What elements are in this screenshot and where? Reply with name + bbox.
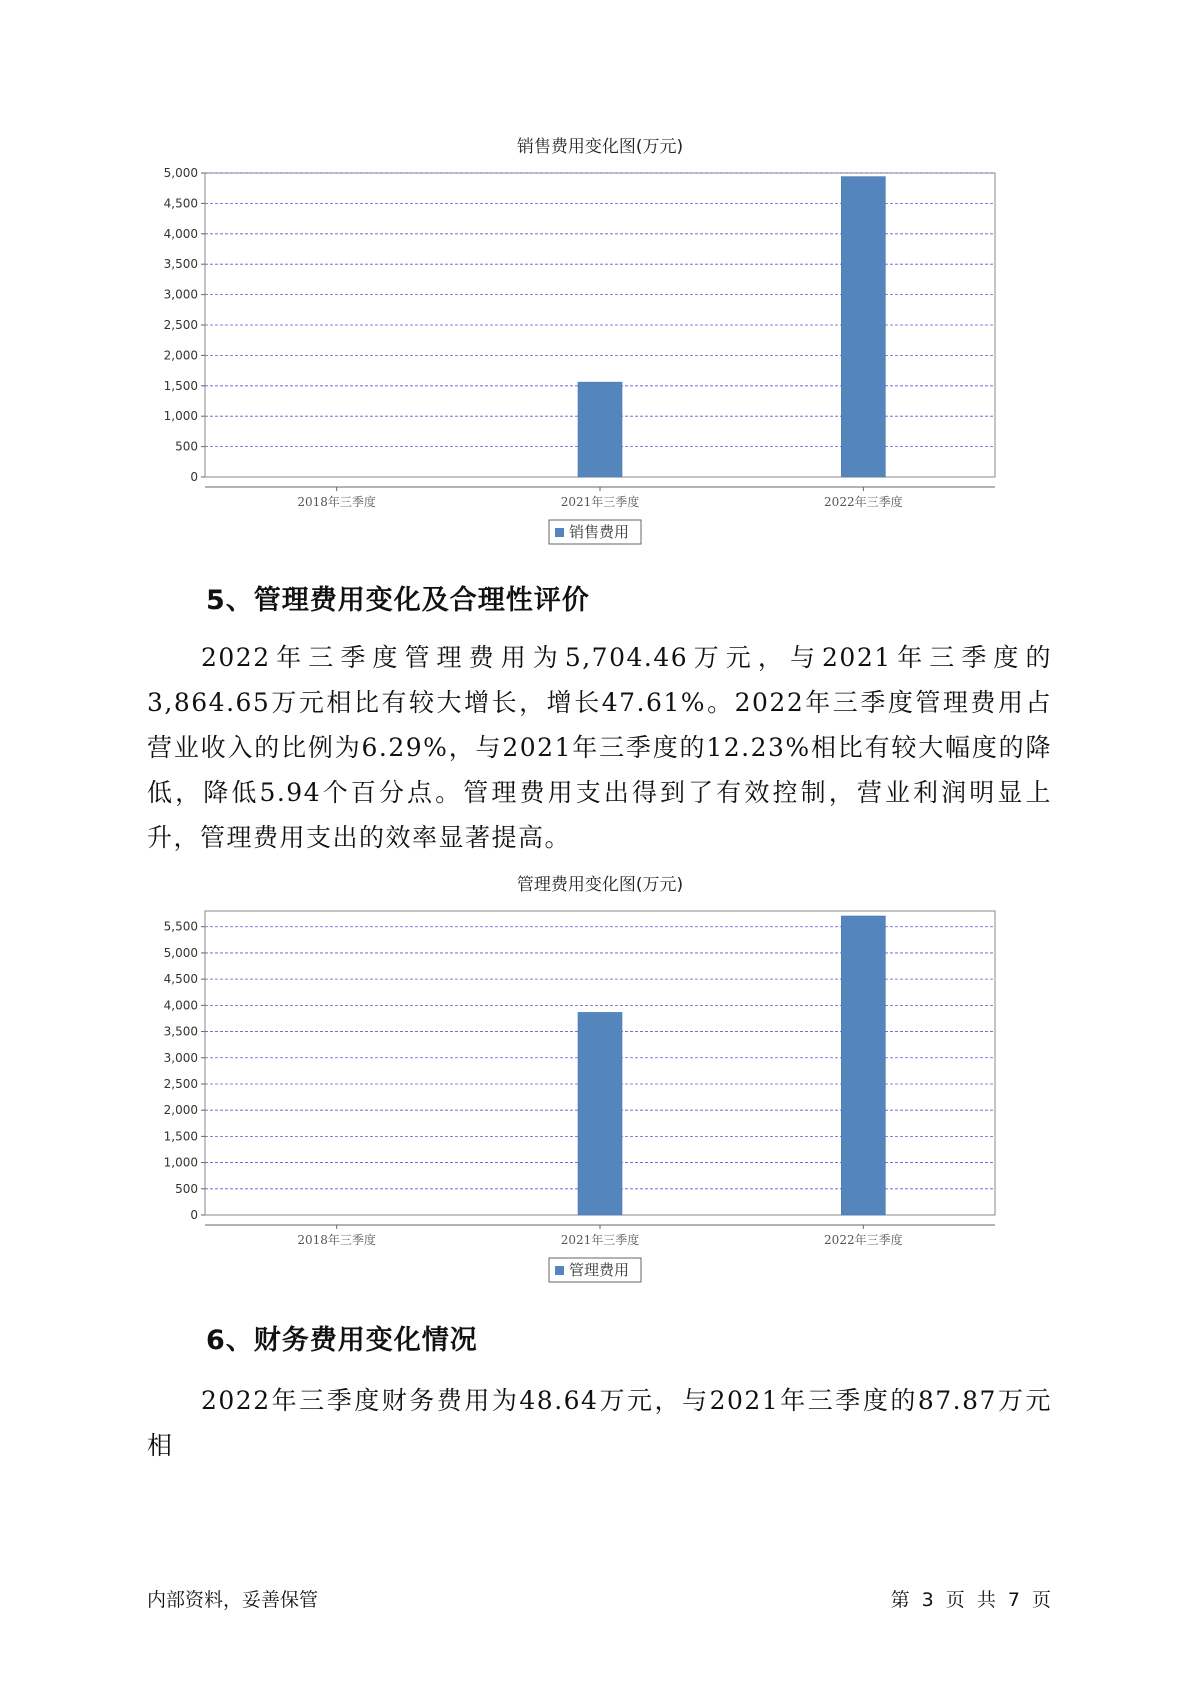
footer-confidential-note: 内部资料，妥善保管	[147, 1589, 319, 1611]
chart-title: 管理费用变化图(万元)	[516, 875, 684, 895]
x-tick-label: 2021年三季度	[560, 495, 640, 509]
bar	[841, 916, 885, 1215]
y-tick-label: 4,000	[163, 226, 198, 241]
y-tick-label: 500	[175, 439, 198, 454]
legend-label: 管理费用	[569, 1261, 630, 1279]
admin-expense-chart	[140, 868, 1040, 1288]
bar	[578, 1012, 622, 1215]
y-tick-label: 5,500	[163, 919, 198, 934]
section-5-heading: 5、管理费用变化及合理性评价	[206, 585, 590, 616]
y-tick-label: 0	[190, 470, 198, 484]
bar	[841, 177, 885, 477]
footer-page-number: 第 3 页 共 7 页	[890, 1589, 1051, 1611]
y-tick-label: 1,500	[163, 1129, 198, 1144]
sales-expense-chart	[140, 130, 1040, 550]
y-tick-label: 4,500	[163, 196, 198, 211]
sales-expense-chart-svg	[140, 130, 1040, 550]
x-tick-label: 2018年三季度	[297, 1233, 376, 1247]
y-tick-label: 1,000	[163, 409, 198, 424]
y-tick-label: 0	[190, 1208, 198, 1222]
y-tick-label: 5,000	[163, 945, 198, 960]
y-tick-label: 2,500	[163, 318, 198, 332]
section-6-heading: 6、财务费用变化情况	[206, 1325, 478, 1356]
y-tick-label: 3,500	[163, 257, 198, 272]
admin-expense-chart-svg	[140, 868, 1040, 1288]
y-tick-label: 1,000	[163, 1155, 198, 1170]
legend-label: 销售费用	[569, 523, 630, 541]
y-tick-label: 500	[175, 1181, 198, 1196]
section-6-paragraph: 2022年三季度财务费用为48.64万元，与2021年三季度的87.87万元相	[147, 1386, 1052, 1460]
y-tick-label: 4,000	[163, 998, 198, 1013]
y-tick-label: 2,500	[163, 1076, 198, 1091]
y-tick-label: 3,000	[163, 287, 198, 302]
y-tick-label: 2,000	[163, 348, 198, 363]
bar	[578, 382, 622, 477]
section-5-paragraph: 2022年三季度管理费用为5,704.46万元，与2021年三季度的3,864.65万元相比有较大增长，增长47.61%。2022年三季度管理费用占营业收入的比例为6.29%，与2021年三季度的12.23%相比有较大幅度的降低，降低5.94个百分点。管理费用支出得到了有效控制，营业利润明显上升，管理费用支出的效率显著提高。	[147, 643, 1052, 852]
x-tick-label: 2022年三季度	[824, 495, 903, 509]
x-tick-label: 2021年三季度	[560, 1233, 640, 1247]
legend-swatch	[555, 528, 564, 537]
x-tick-label: 2018年三季度	[297, 495, 376, 509]
y-tick-label: 3,000	[163, 1050, 198, 1065]
y-tick-label: 3,500	[163, 1024, 198, 1039]
y-tick-label: 5,000	[163, 166, 198, 180]
y-tick-label: 2,000	[163, 1103, 198, 1118]
x-tick-label: 2022年三季度	[824, 1233, 903, 1247]
y-tick-label: 4,500	[163, 972, 198, 987]
y-tick-label: 1,500	[163, 378, 198, 393]
chart-title: 销售费用变化图(万元)	[516, 137, 684, 157]
legend-swatch	[555, 1266, 564, 1275]
